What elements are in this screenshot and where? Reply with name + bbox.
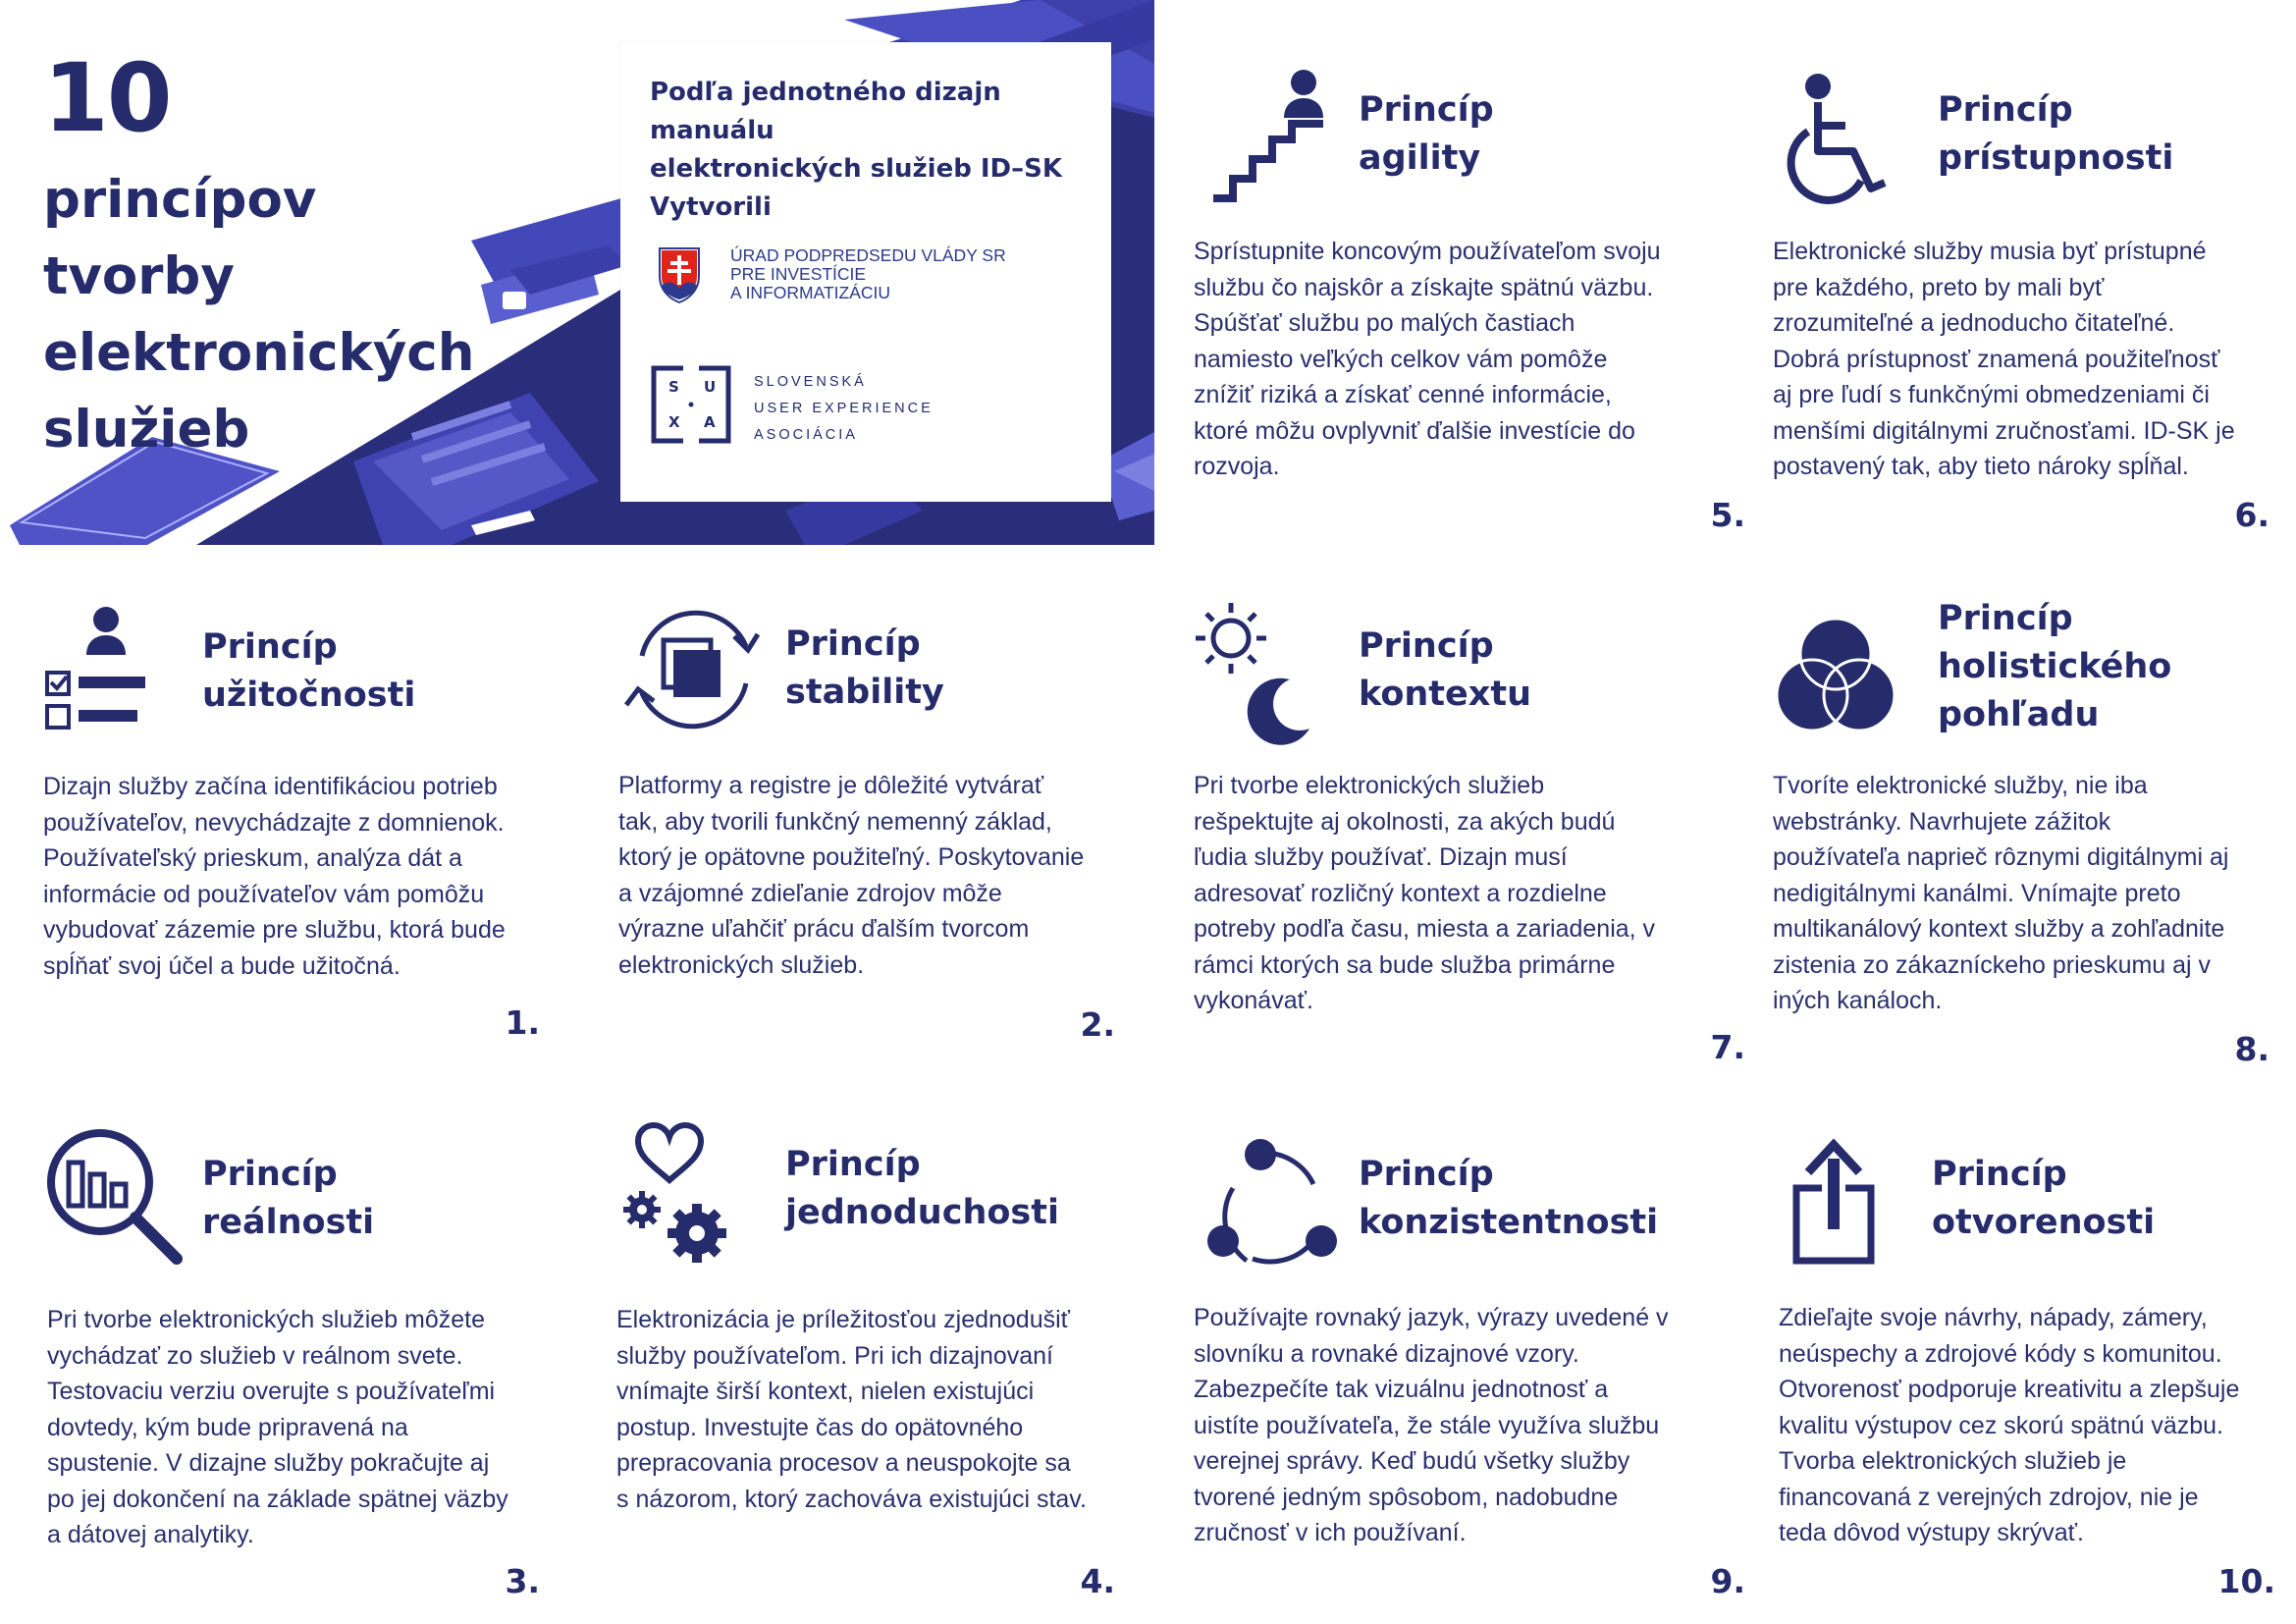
description-line: Používajte rovnaký jazyk, výrazy uvedené v (1194, 1304, 1669, 1331)
description-line: dovtedy, kým bude pripravená na (47, 1413, 408, 1441)
principle-title (785, 1141, 1178, 1237)
hero-title-line: princípov tvorby (43, 170, 317, 306)
description-line: Dobrá prístupnosť znamená použiteľnosť (1773, 345, 2220, 373)
description-line: teda dôvod výstupy skrývať. (1779, 1519, 2084, 1546)
principle-card-otvorenosti (1779, 1137, 2275, 1600)
heart-gears-icon (616, 1119, 744, 1276)
description-line: Pri tvorbe elektronických služieb (1194, 772, 1545, 799)
principle-title-line: Princíp (785, 1145, 921, 1184)
credits-text (650, 74, 1101, 227)
description-line: Spúšťať službu po malých častiach (1194, 309, 1575, 337)
principle-title-line: otvorenosti (1932, 1203, 2156, 1242)
principle-title-line: jednoduchosti (785, 1193, 1059, 1232)
description-line: postavený tak, aby tieto nároky spĺňal. (1773, 453, 2189, 480)
principle-title (1359, 623, 1751, 719)
principle-title-line: Princíp (1359, 1155, 1494, 1194)
description-line: potreby podľa času, miesta a zariadenia, v (1194, 915, 1656, 943)
description-line: rozvoja. (1194, 453, 1280, 480)
principle-number: 5. (1710, 496, 1745, 534)
principle-title-line: užitočnosti (202, 676, 416, 715)
urad-logo (658, 246, 1090, 307)
principle-title (785, 621, 1178, 717)
description-line: rámci ktorých sa bude služba primárne (1194, 950, 1616, 979)
principle-title-line: stability (785, 673, 944, 712)
suxa-frame-icon (650, 364, 732, 445)
principle-title-line: Princíp (202, 1155, 338, 1194)
principle-title (1932, 1151, 2296, 1247)
principle-title (1359, 86, 1751, 183)
principle-title (1938, 86, 2296, 183)
principle-number: 10. (2217, 1562, 2275, 1600)
description-line: prepracovania procesov a neuspokojte sa (616, 1449, 1071, 1477)
description-line: Otvorenosť podporuje kreativitu a zlepšuje (1779, 1376, 2240, 1403)
principle-description (618, 768, 1115, 983)
description-line: zrozumiteľné a jednoducho čitateľné. (1773, 309, 2175, 337)
principle-title-line: Princíp (202, 627, 338, 667)
description-line: Tvorba elektronických služieb je (1779, 1447, 2127, 1475)
stairs-person-icon (1203, 67, 1331, 204)
principle-title-line: reálnosti (202, 1203, 375, 1242)
credits-line: Vytvorili (650, 192, 772, 222)
principle-title-line: prístupnosti (1938, 138, 2174, 178)
principle-card-stability (618, 601, 1115, 1043)
principle-title (1938, 595, 2296, 739)
principle-card-realnosti (43, 1125, 540, 1600)
description-line: iných kanáloch. (1773, 987, 1943, 1014)
principle-description (47, 1302, 544, 1553)
urad-logo-line: PRE INVESTÍCIE (730, 264, 867, 284)
principle-title (1359, 1151, 1751, 1247)
principle-number: 4. (1080, 1562, 1115, 1600)
hero-banner (0, 0, 1154, 545)
description-line: Zabezpečíte tak vizuálnu jednotnosť a (1194, 1376, 1609, 1403)
principle-number: 8. (2234, 1030, 2269, 1068)
description-line: Testovaciu verziu overujte s používateľmi (47, 1378, 496, 1405)
refresh-squares-icon (618, 601, 766, 738)
principle-description (1773, 768, 2269, 1019)
description-line: neúspechy a zdrojové kódy s komunitou. (1779, 1339, 2222, 1368)
description-line: zistenia zo zákazníckeho prieskumu aj v (1773, 950, 2212, 979)
principle-card-pristupnosti (1773, 67, 2269, 538)
description-line: elektronických služieb. (618, 950, 865, 979)
slovak-coat-of-arms-icon (658, 246, 701, 303)
principle-number: 6. (2234, 496, 2269, 534)
description-line: verejnej správy. Keď budú všetky služby (1194, 1447, 1630, 1475)
description-line: uistíte používateľa, že stále využíva službu (1194, 1411, 1660, 1439)
hero-title-line: služieb (43, 400, 250, 460)
principle-title-line: Princíp (785, 624, 921, 664)
description-line: Tvoríte elektronické služby, nie iba (1773, 772, 2148, 799)
principle-number: 2. (1080, 1005, 1115, 1044)
principle-card-konzistentnosti (1194, 1137, 1745, 1600)
principle-title-line: Princíp (1938, 599, 2073, 638)
description-line: s názorom, ktorý zachováva existujúci stav. (616, 1485, 1087, 1513)
credits-line: Podľa jednotného dizajn manuálu (650, 78, 1001, 145)
principle-number: 9. (1710, 1562, 1745, 1600)
principle-description (1194, 768, 1724, 1019)
description-line: vykonávať. (1194, 987, 1313, 1014)
hero-title (43, 162, 514, 468)
description-line: namiesto veľkých celkov vám pomôže (1194, 345, 1608, 373)
principle-title-line: Princíp (1359, 90, 1494, 130)
suxa-logo-line: SLOVENSKÁ (754, 374, 867, 390)
principle-card-kontextu (1194, 599, 1743, 1070)
principle-title (202, 623, 595, 720)
description-line: Používateľský prieskum, analýza dát a (43, 844, 462, 872)
suxa-letter: S (668, 378, 679, 396)
description-line: Elektronické služby musia byť prístupné (1773, 238, 2207, 265)
principle-title (202, 1151, 595, 1247)
description-line: používateľov, nevychádzajte z domnienok. (43, 808, 505, 837)
principle-title-line: pohľadu (1938, 695, 2100, 734)
principle-number: 3. (505, 1562, 540, 1600)
description-line: webstránky. Navrhujete zážitok (1773, 807, 2111, 836)
description-line: pre každého, preto by mali byť (1773, 273, 2105, 301)
description-line: ktorý je opätovne použiteľný. Poskytovanie (618, 843, 1085, 871)
description-line: Dizajn služby začína identifikáciou potrieb (43, 773, 498, 800)
description-line: adresovať rozličný kontext a rozdielne (1194, 879, 1607, 907)
description-line: ktoré môžu ovplyvniť ďalšie investície do (1194, 416, 1635, 445)
credits-card (620, 42, 1111, 502)
share-arrow-icon (1789, 1139, 1887, 1267)
principle-title-line: Princíp (1932, 1155, 2067, 1194)
description-line: výrazne uľahčiť prácu ďalším tvorcom (618, 915, 1030, 943)
wheelchair-icon (1783, 71, 1900, 208)
venn-circles-icon (1773, 615, 1900, 742)
suxa-logo (650, 364, 1092, 449)
checklist-person-icon (43, 604, 151, 737)
urad-logo-text (730, 246, 1006, 302)
description-line: Zdieľajte svoje návrhy, nápady, zámery, (1779, 1304, 2208, 1331)
description-line: ľudia služby používať. Dizajn musí (1194, 843, 1568, 871)
description-line: Elektronizácia je príležitosťou zjednodušiť (616, 1306, 1071, 1333)
description-line: znížiť riziká a získať cenné informácie, (1194, 381, 1612, 408)
principle-description (1779, 1300, 2275, 1551)
description-line: spĺňať svoj účel a bude užitočná. (43, 951, 400, 980)
description-line: a vzájomné zdieľanie zdrojov môže (618, 879, 1002, 907)
description-line: vychádzať zo služieb v reálnom svete. (47, 1341, 463, 1370)
description-line: kvalitu výstupov cez skorú spätnú väzbu. (1779, 1411, 2224, 1439)
description-line: Sprístupnite koncovým používateľom svoju (1194, 238, 1661, 265)
credits-line: elektronických služieb ID–SK (650, 154, 1062, 184)
urad-logo-line: ÚRAD PODPREDSEDU VLÁDY SR (730, 245, 1006, 265)
principle-description (1194, 234, 1724, 485)
description-line: financovaná z verejných zdrojov, nie je (1779, 1483, 2199, 1511)
principle-title-line: Princíp (1938, 90, 2073, 130)
suxa-letter: U (704, 378, 717, 396)
principle-title-line: kontextu (1359, 675, 1531, 714)
suxa-logo-line: USER EXPERIENCE (754, 401, 934, 416)
suxa-letter: A (704, 413, 716, 431)
description-line: zručnosť v ich používaní. (1194, 1519, 1467, 1546)
description-line: vnímajte širší kontext, nielen existujúci (616, 1378, 1035, 1405)
description-line: menšími digitálnymi zručnosťami. ID-SK je (1773, 416, 2235, 445)
principle-number: 7. (1710, 1028, 1745, 1066)
description-line: Pri tvorbe elektronických služieb môžete (47, 1306, 486, 1333)
principle-description (1194, 1300, 1724, 1551)
description-line: vybudovať zázemie pre službu, ktorá bude (43, 916, 506, 944)
principle-number: 1. (505, 1003, 540, 1042)
description-line: tak, aby tvorili funkčný nemenný základ, (618, 807, 1052, 836)
principle-card-agility (1194, 67, 1743, 538)
suxa-logo-line: ASOCIÁCIA (754, 427, 858, 443)
principle-title-line: agility (1359, 138, 1481, 178)
principle-title-line: konzistentnosti (1359, 1203, 1659, 1242)
principle-title-line: holistického (1938, 647, 2172, 686)
principle-description (616, 1302, 1115, 1517)
description-line: postup. Investujte čas do opätovného (616, 1413, 1024, 1441)
description-line: spustenie. V dizajne služby pokračujte aj (47, 1449, 490, 1477)
principle-description (43, 769, 540, 984)
description-line: aj pre ľudí s funkčnými obmedzeniami či (1773, 381, 2210, 408)
hero-number: 10 (43, 43, 171, 153)
magnifier-chart-icon (43, 1125, 190, 1272)
description-line: služby používateľom. Pri ich dizajnovaní (616, 1341, 1054, 1370)
principle-title-line: Princíp (1359, 626, 1494, 666)
suxa-mark (650, 364, 732, 445)
description-line: multikanálový kontext služby a zohľadnite (1773, 915, 2225, 943)
description-line: a dátovej analytiky. (47, 1521, 254, 1548)
principle-description (1773, 234, 2269, 485)
description-line: používateľa naprieč rôznymi digitálnymi aj (1773, 843, 2229, 871)
sun-moon-icon (1194, 599, 1331, 746)
description-line: Platformy a registre je dôležité vytvárať (618, 772, 1044, 799)
description-line: informácie od používateľov vám pomôžu (43, 880, 485, 908)
description-line: tvorené jedným spôsobom, nadobudne (1194, 1483, 1619, 1511)
suxa-letter: X (668, 413, 680, 431)
suxa-logo-text (754, 369, 934, 449)
hero-title-line: elektronických (43, 323, 475, 383)
description-line: po jej dokončení na základe spätnej väzby (47, 1485, 508, 1513)
principle-card-jednoduchosti (616, 1119, 1115, 1600)
cycle-nodes-icon (1203, 1137, 1341, 1274)
description-line: slovníku a rovnaké dizajnové vzory. (1194, 1339, 1579, 1368)
description-line: nedigitálnymi kanálmi. Vnímajte preto (1773, 879, 2181, 907)
principle-card-holistickeho (1773, 595, 2269, 1070)
principle-card-uzitocnosti (43, 604, 540, 1046)
urad-logo-line: A INFORMATIZÁCIU (730, 283, 891, 302)
description-line: rešpektujte aj okolnosti, za akých budú (1194, 807, 1616, 836)
description-line: službu čo najskôr a získajte spätnú väzbu. (1194, 273, 1654, 301)
